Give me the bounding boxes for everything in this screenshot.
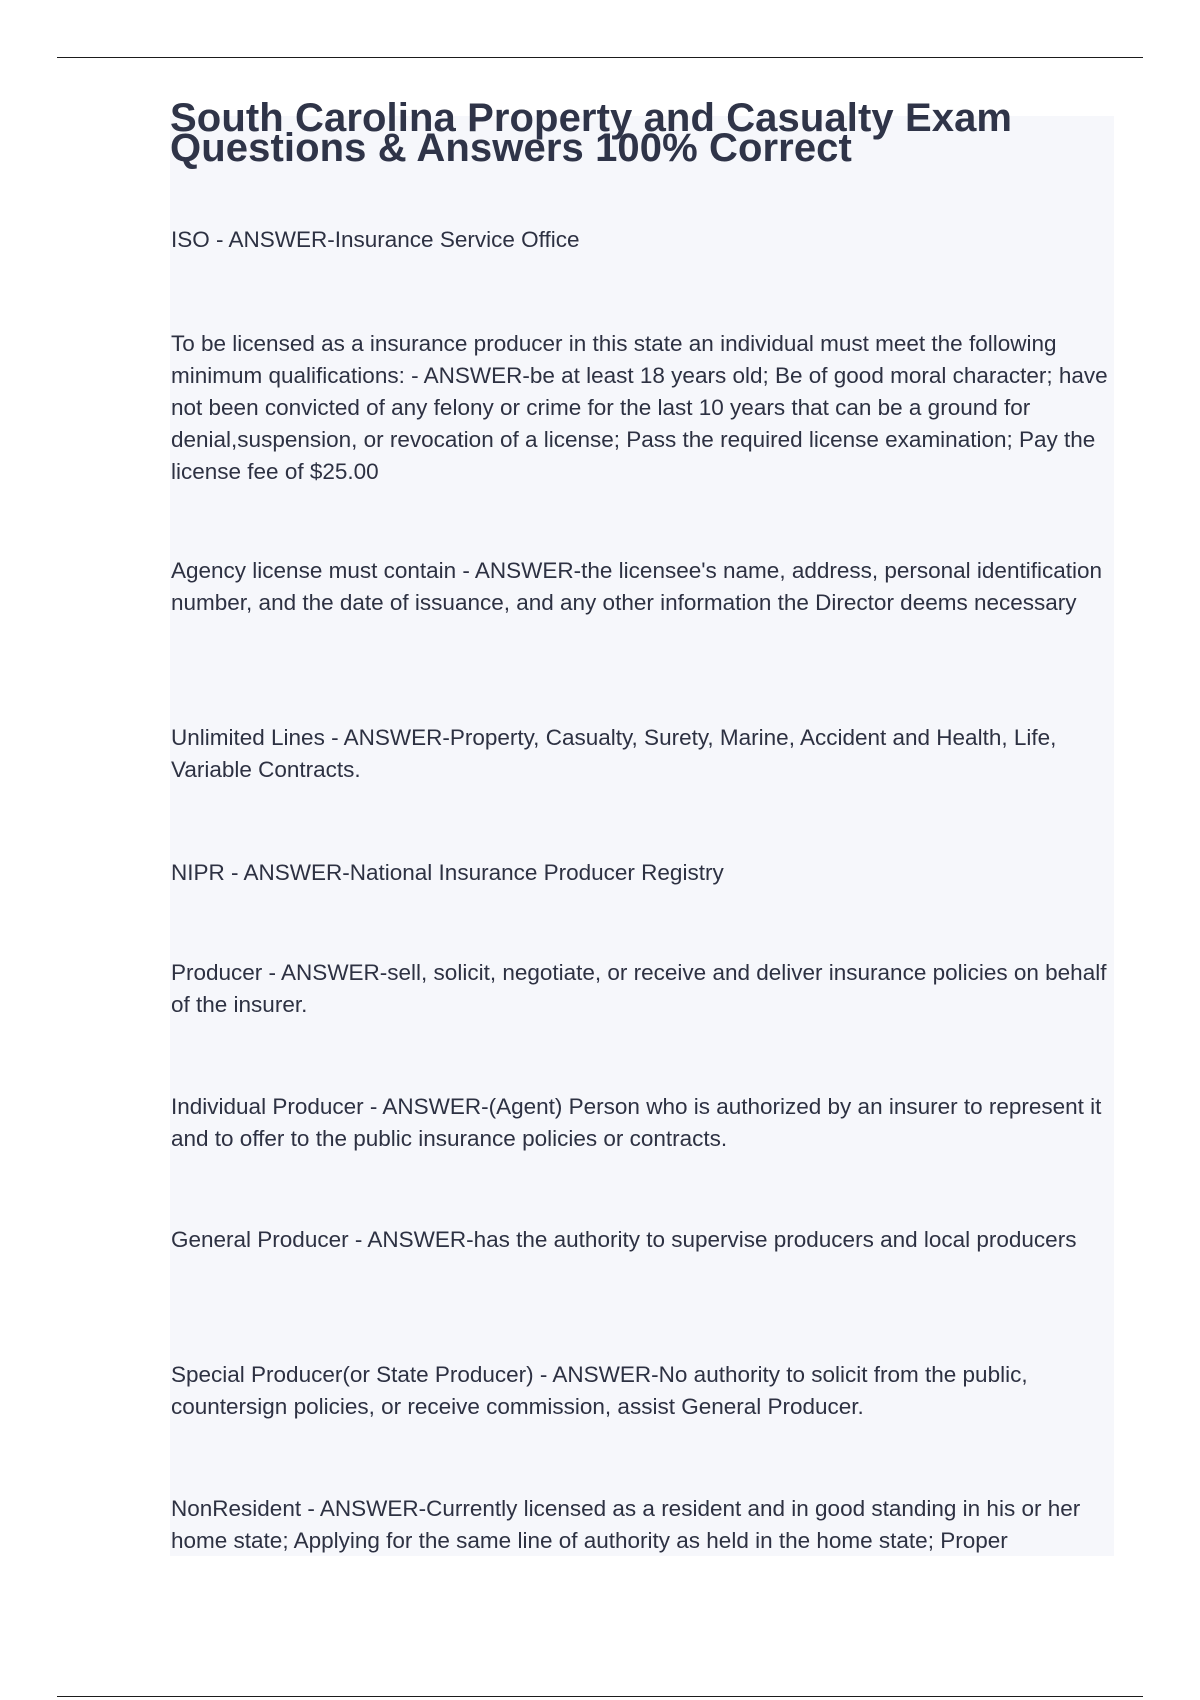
- qa-item-nonresident: NonResident - ANSWER-Currently licensed as a resident and in good standing in his or her home state; Applying for the same line of authority as held in the home state; Proper: [171, 1496, 1081, 1553]
- bottom-rule: [57, 1696, 1143, 1697]
- qa-item-general-producer: General Producer - ANSWER-has the authority to supervise producers and local producers: [171, 1227, 1077, 1252]
- qa-item-unlimited-lines: Unlimited Lines - ANSWER-Property, Casualty, Surety, Marine, Accident and Health, Life, Variable Contracts.: [171, 725, 1057, 782]
- qa-item-agency-license: Agency license must contain - ANSWER-the licensee's name, address, personal identification number, and the date of issuance, and any other information the Director deems necessary: [171, 558, 1103, 615]
- qa-item-nipr: NIPR - ANSWER-National Insurance Producer Registry: [171, 860, 724, 885]
- qa-item-special-producer: Special Producer(or State Producer) - ANSWER-No authority to solicit from the public, countersign policies, or receive commission, assist General Producer.: [171, 1362, 1028, 1419]
- qa-item-producer: Producer - ANSWER-sell, solicit, negotiate, or receive and deliver insurance policies on behalf of the insurer.: [171, 960, 1107, 1017]
- qa-item-license-qualifications: To be licensed as a insurance producer in this state an individual must meet the following minimum qualifications: - ANSWER-be at least 18 years old; Be of good moral character; have not been convicted of any felony or crime for the last 10 years that can be a ground for denial,suspension, or revocation of a license; Pass the required license examination; Pay the license fee of $25.00: [171, 331, 1108, 484]
- qa-item-iso: ISO - ANSWER-Insurance Service Office: [171, 227, 580, 252]
- qa-item-individual-producer: Individual Producer - ANSWER-(Agent) Person who is authorized by an insurer to represent it and to offer to the public insurance policies or contracts.: [171, 1094, 1102, 1151]
- document-title: South Carolina Property and Casualty Exam Questions & Answers 100% Correct: [170, 96, 1013, 170]
- top-rule: [57, 57, 1143, 58]
